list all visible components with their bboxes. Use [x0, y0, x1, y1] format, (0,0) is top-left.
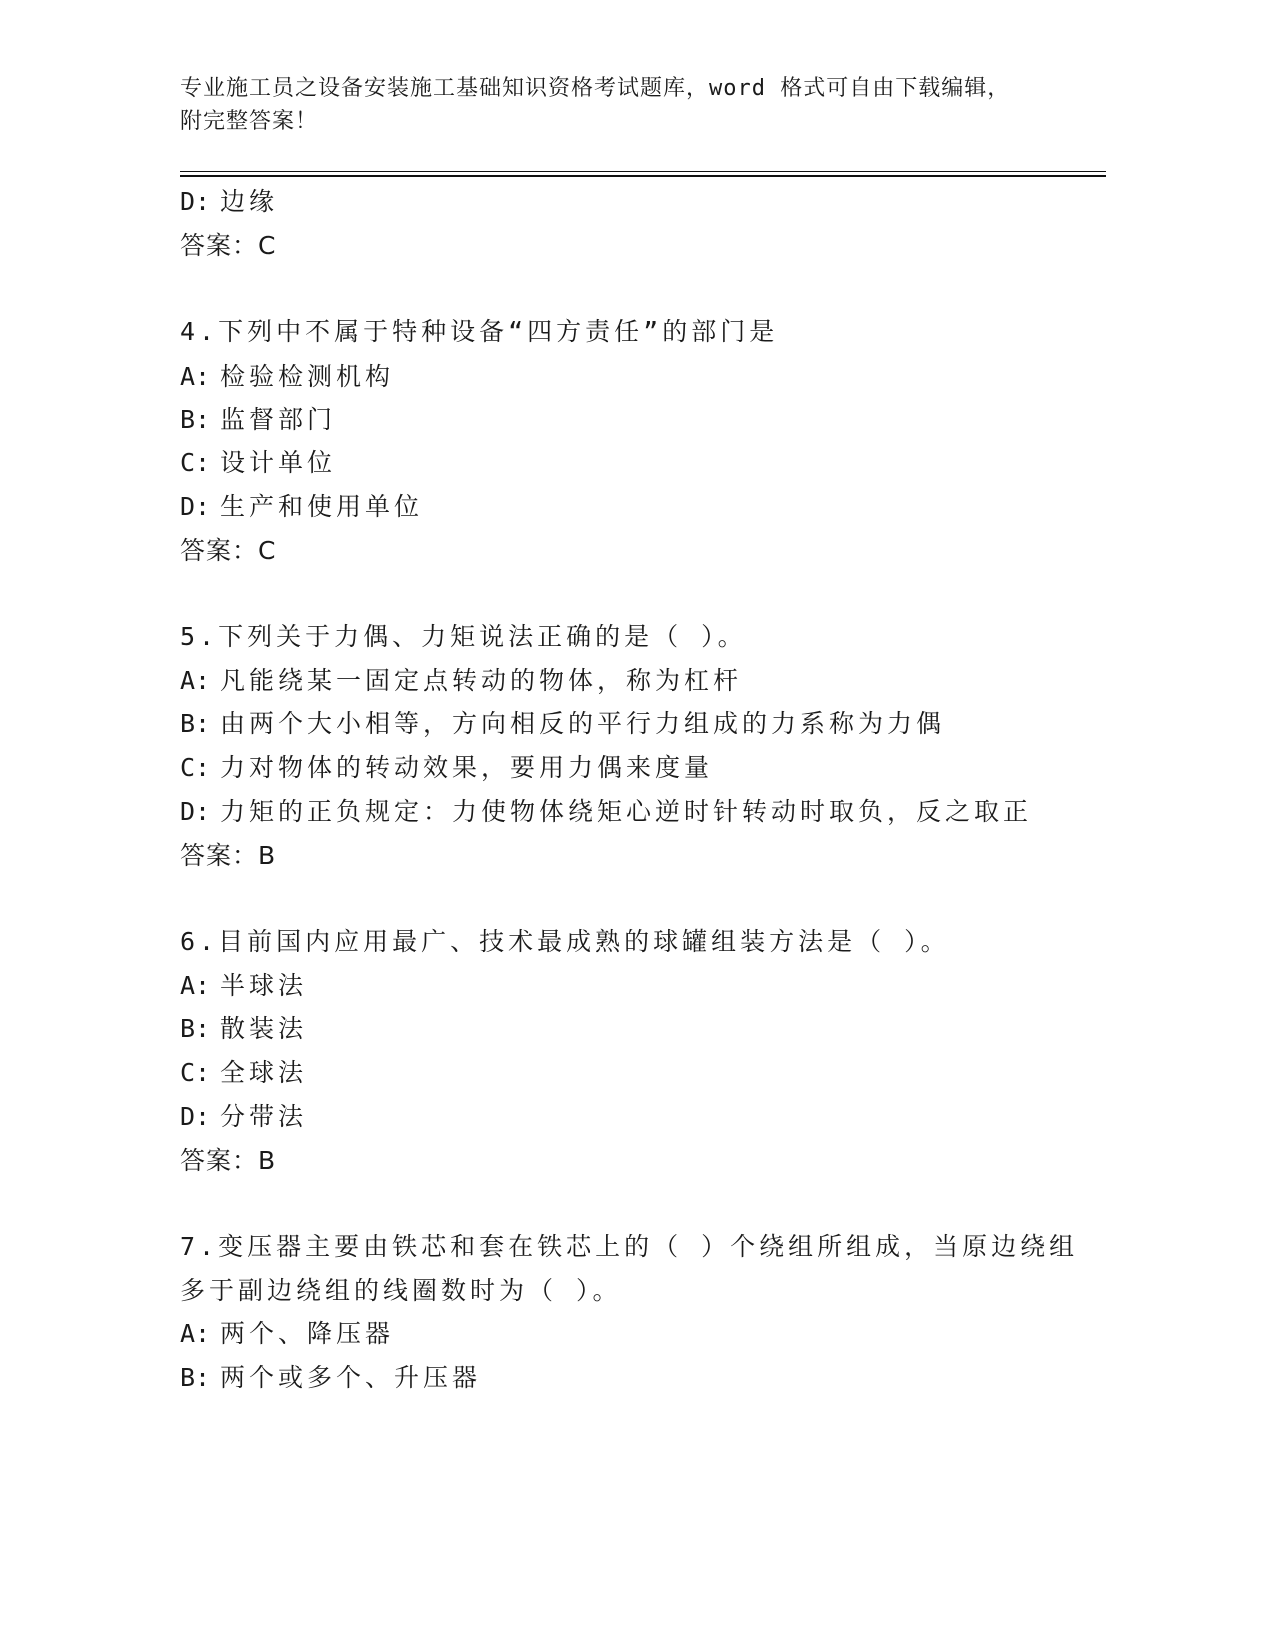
- document-header: [180, 72, 1130, 138]
- option-text: 生产和使用单位: [220, 492, 424, 521]
- q4-stem: 4.下列中不属于特种设备“四方责任”的部门是: [180, 317, 779, 346]
- q5-option-c: [180, 752, 713, 784]
- option-text: 散装法: [220, 1014, 308, 1043]
- q3-answer: 答案：C: [180, 231, 277, 260]
- option-letter: C:: [180, 1058, 211, 1087]
- q5-stem: 5.下列关于力偶、力矩说法正确的是（ ）。: [180, 622, 747, 651]
- option-letter: A:: [180, 666, 211, 695]
- option-letter: D:: [180, 797, 211, 826]
- q5-answer: 答案：B: [180, 841, 277, 870]
- header-line-2: 附完整答案！: [180, 109, 319, 134]
- q6-stem: 6.目前国内应用最广、技术最成熟的球罐组装方法是（ ）。: [180, 927, 950, 956]
- option-letter: B:: [180, 709, 211, 738]
- q5-option-d: [180, 796, 1032, 828]
- header-line-1: 专业施工员之设备安装施工基础知识资格考试题库，word 格式可自由下载编辑，: [180, 76, 1011, 101]
- q7-option-a: [180, 1318, 394, 1350]
- option-text: 检验检测机构: [220, 362, 395, 391]
- option-text: 力矩的正负规定：力使物体绕矩心逆时针转动时取负，反之取正: [220, 797, 1033, 826]
- option-text: 两个、降压器: [220, 1319, 395, 1348]
- q6-option-a: [180, 970, 307, 1002]
- option-letter: B:: [180, 1014, 211, 1043]
- q3-option-d: [180, 186, 278, 218]
- q4-option-a: [180, 361, 394, 393]
- option-text: 两个或多个、升压器: [220, 1363, 482, 1392]
- option-letter: D:: [180, 492, 211, 521]
- q7-stem-line-1: 7.变压器主要由铁芯和套在铁芯上的（ ）个绕组所组成，当原边绕组: [180, 1232, 1079, 1261]
- q4-option-c: [180, 447, 336, 479]
- option-text: 分带法: [220, 1102, 308, 1131]
- option-letter: C:: [180, 448, 211, 477]
- option-letter: D:: [180, 187, 211, 216]
- option-letter: A:: [180, 362, 211, 391]
- q4-option-d: [180, 491, 423, 523]
- q6-option-c: [180, 1057, 307, 1089]
- option-letter: A:: [180, 1319, 211, 1348]
- header-divider-thin: [180, 171, 1106, 172]
- header-divider-thick: [180, 175, 1106, 177]
- q4-option-b: [180, 404, 336, 436]
- option-letter: D:: [180, 1102, 211, 1131]
- option-text: 半球法: [220, 971, 308, 1000]
- q7-option-b: [180, 1362, 481, 1394]
- q6-option-d: [180, 1101, 307, 1133]
- q5-option-a: [180, 665, 742, 697]
- q6-option-b: [180, 1013, 307, 1045]
- option-text: 边缘: [220, 187, 279, 216]
- option-text: 设计单位: [220, 448, 337, 477]
- q6-answer: 答案：B: [180, 1146, 277, 1175]
- option-letter: A:: [180, 971, 211, 1000]
- q7-stem-line-2: 多于副边绕组的线圈数时为（ ）。: [180, 1276, 622, 1305]
- option-letter: C:: [180, 753, 211, 782]
- q5-option-b: [180, 708, 945, 740]
- option-text: 力对物体的转动效果，要用力偶来度量: [220, 753, 714, 782]
- option-text: 监督部门: [220, 405, 337, 434]
- option-letter: B:: [180, 1363, 211, 1392]
- q4-answer: 答案：C: [180, 536, 277, 565]
- option-text: 全球法: [220, 1058, 308, 1087]
- option-text: 凡能绕某一固定点转动的物体，称为杠杆: [220, 666, 743, 695]
- option-letter: B:: [180, 405, 211, 434]
- option-text: 由两个大小相等，方向相反的平行力组成的力系称为力偶: [220, 709, 946, 738]
